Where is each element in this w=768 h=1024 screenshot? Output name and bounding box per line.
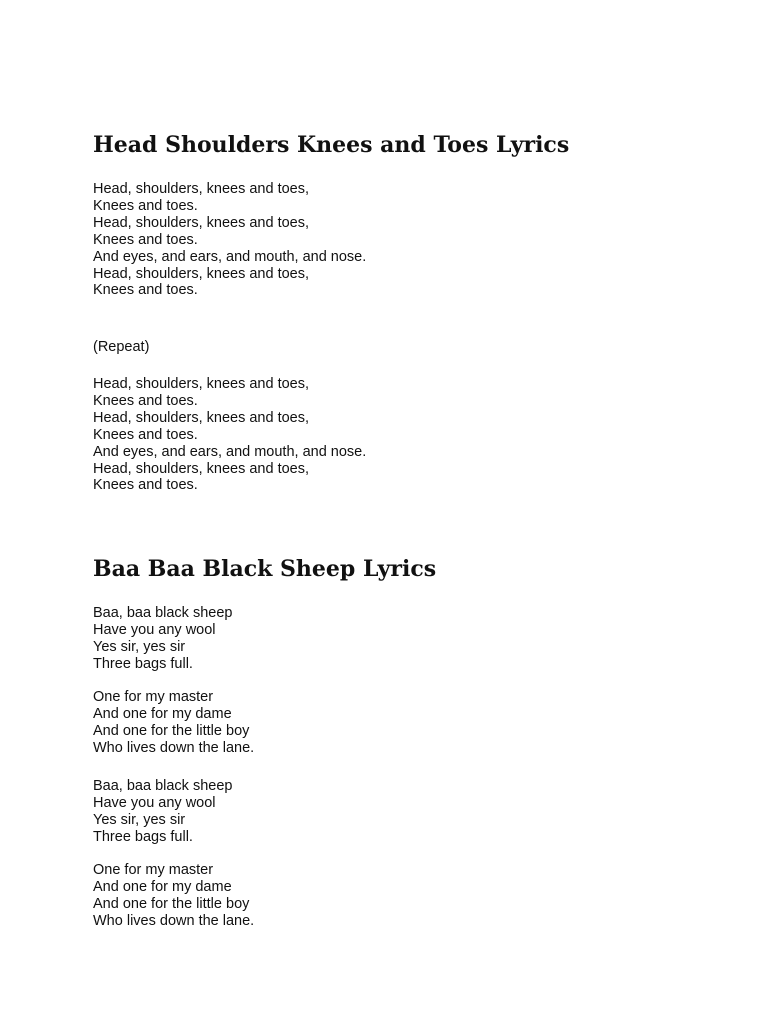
lyric-line: Head, shoulders, knees and toes, bbox=[93, 265, 310, 282]
lyric-line: Three bags full. bbox=[93, 655, 193, 672]
lyric-line: And eyes, and ears, and mouth, and nose. bbox=[93, 248, 367, 265]
verse-baa-baa-2 bbox=[93, 689, 254, 757]
lyric-line: Baa, baa black sheep bbox=[93, 605, 233, 621]
lyric-line: Baa, baa black sheep bbox=[93, 778, 233, 794]
lyric-line: Yes sir, yes sir bbox=[93, 811, 186, 828]
verse-baa-baa-3 bbox=[93, 778, 232, 846]
repeat-note bbox=[93, 339, 149, 356]
lyric-line: Head, shoulders, knees and toes, bbox=[93, 409, 310, 426]
lyric-line: Head, shoulders, knees and toes, bbox=[93, 214, 310, 231]
lyric-line: Who lives down the lane. bbox=[93, 912, 255, 929]
lyric-line: Knees and toes. bbox=[93, 197, 198, 214]
lyric-line: Knees and toes. bbox=[93, 426, 198, 443]
lyric-line: Knees and toes. bbox=[93, 282, 198, 299]
lyric-line: Have you any wool bbox=[93, 794, 216, 811]
lyric-line: And one for the little boy bbox=[93, 722, 250, 739]
lyric-line: And eyes, and ears, and mouth, and nose. bbox=[93, 443, 367, 460]
song-title-head-shoulders: Head Shoulders Knees and Toes Lyrics bbox=[93, 132, 570, 158]
verse-head-shoulders-1 bbox=[93, 181, 366, 299]
lyric-line: Who lives down the lane. bbox=[93, 739, 255, 756]
song-title-baa-baa: Baa Baa Black Sheep Lyrics bbox=[93, 556, 437, 582]
lyric-line: Head, shoulders, knees and toes, bbox=[93, 181, 310, 197]
lyric-line: One for my master bbox=[93, 862, 214, 878]
verse-head-shoulders-2 bbox=[93, 376, 366, 494]
lyric-line: Knees and toes. bbox=[93, 477, 198, 494]
lyric-line: Yes sir, yes sir bbox=[93, 638, 186, 655]
verse-baa-baa-4 bbox=[93, 862, 254, 930]
lyric-line: And one for my dame bbox=[93, 878, 232, 895]
lyric-line: And one for my dame bbox=[93, 705, 232, 722]
lyric-line: Head, shoulders, knees and toes, bbox=[93, 460, 310, 477]
lyric-line: Knees and toes. bbox=[93, 392, 198, 409]
lyric-line: Have you any wool bbox=[93, 621, 216, 638]
lyric-line: Head, shoulders, knees and toes, bbox=[93, 376, 310, 392]
lyric-line: And one for the little boy bbox=[93, 895, 250, 912]
lyric-line: Knees and toes. bbox=[93, 231, 198, 248]
lyric-line: Three bags full. bbox=[93, 828, 193, 845]
verse-baa-baa-1 bbox=[93, 605, 232, 673]
lyric-line: One for my master bbox=[93, 689, 214, 705]
lyric-line: (Repeat) bbox=[93, 339, 150, 355]
